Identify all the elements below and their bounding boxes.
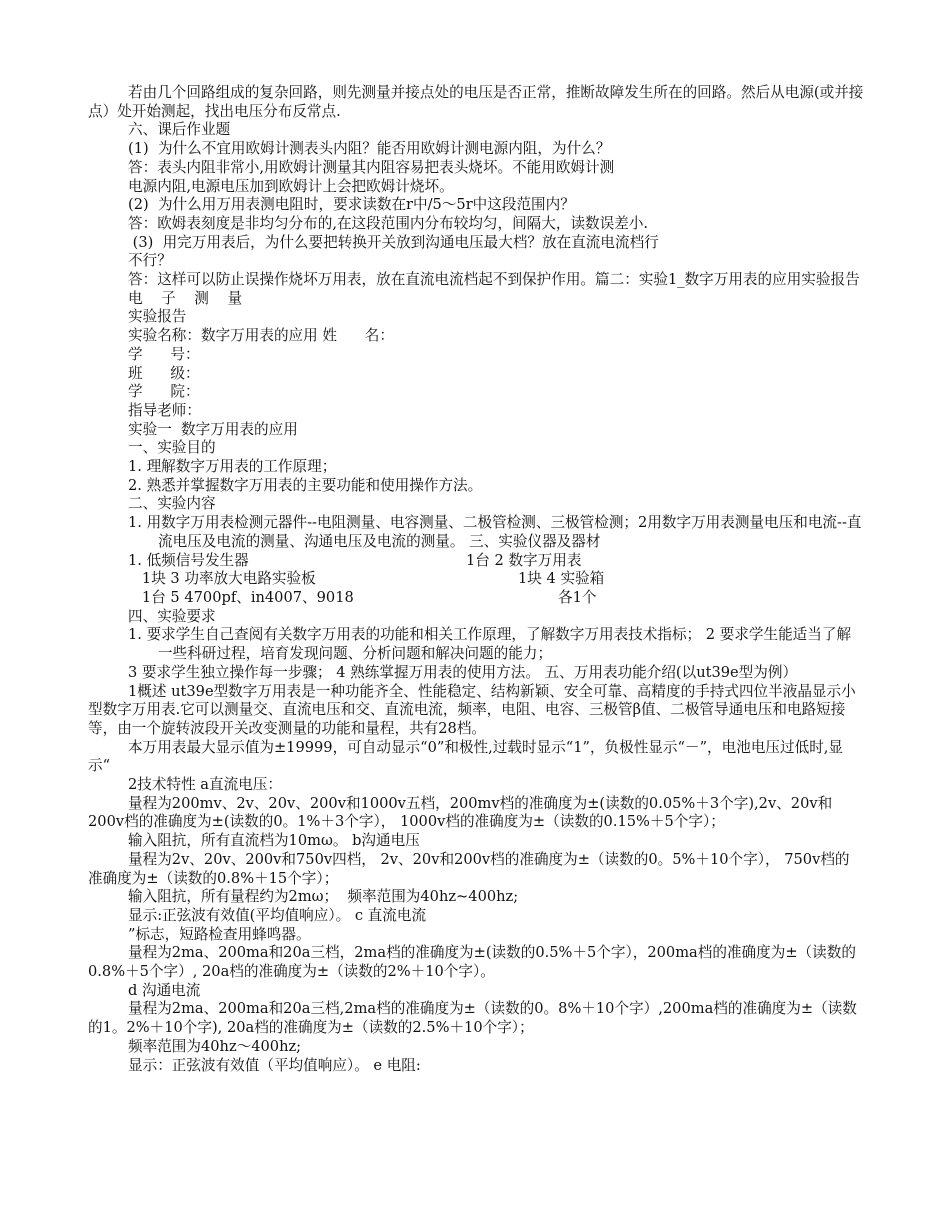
text-line: 频率范围为40hz～400hz; [128,1037,302,1055]
text-line: 电 子 测 量 [128,289,243,307]
text-line: 学 院： [128,383,200,401]
equipment-quantity: 各1个 [558,588,597,606]
text-line [88,552,864,571]
equipment-quantity: 1台 2 数字万用表 [466,551,582,569]
text-line: 电源内阻,电源电压加到欧姆计上会把欧姆计烧坏。 [128,177,454,195]
text-line: 量程为2v、20v、200v和750v四档， 2v、20v和200v档的准确度为±（读数的0。5%＋10个字）， 750v档的准确度为±（读数的0.8%＋15个字）； [88,850,850,887]
text-line: 量程为200mv、2v、20v、200v和1000v五档，200mv档的准确度为±(读数的0.05%＋3个字),2v、20v和200v档的准确度为±(读数的0。1%＋3个字）， 1000v档的准确度为±（读数的0.15%＋5个字）； [88,794,833,831]
text-line: 3 要求学生独立操作每一步骤； 4 熟练掌握万用表的使用方法。 五、万用表功能介绍(以ut39e型为例） [128,663,798,681]
equipment-item: 1台 5 4700pf、in4007、9018 [128,588,354,606]
text-line: 1. 理解数字万用表的工作原理； [128,458,337,476]
text-line: (1) 为什么不宜用欧姆计测表头内阻？能否用欧姆计测电源内阻，为什么？ [128,140,611,158]
text-line: 显示:正弦波有效值(平均值响应）。 c 直流电流 [128,906,427,924]
equipment-quantity: 1块 4 实验箱 [518,570,605,588]
text-line: 实验一 数字万用表的应用 [128,420,298,438]
text-line [88,589,864,608]
text-line: 四、实验要求 [128,607,216,625]
text-line: 学 号： [128,345,200,363]
text-line: 本万用表最大显示值为±19999，可自动显示“0”和极性,过载时显示“1”，负极性显示“－”，电池电压过低时,显示“ [88,738,844,775]
text-line [88,570,864,589]
text-line: 六、课后作业题 [128,121,231,139]
text-line: ”标志，短路检查用蜂鸣器。 [128,925,311,943]
text-line: (3) 用完万用表后，为什么要把转换开关放到沟通电压最大档？放在直流电流档行 [128,233,659,251]
text-line: 2技术特性 a直流电压： [128,776,282,794]
text-line: 显示：正弦波有效值（平均值响应）。 e 电阻: [128,1056,421,1074]
text-line: 输入阻抗，所有量程约为2mω； 频率范围为40hz~400hz; [128,888,519,906]
text-line: 实验报告 [128,308,187,326]
text-line: 量程为2ma、200ma和20a三档，2ma档的准确度为±(读数的0.5%＋5个字），200ma档的准确度为±（读数的0.8%＋5个字）, 20a档的准确度为±（读数的2%＋10个字）。 [88,944,856,981]
text-line: 输入阻抗，所有直流档为10mω。 b沟通电压 [128,832,420,850]
text-line: 量程为2ma、200ma和20a三档,2ma档的准确度为±（读数的0。8%＋10个字）,200ma档的准确度为±（读数的1。2%＋10个字), 20a档的准确度为±（读数的2.5%＋10个字）； [88,1000,857,1037]
equipment-item: 1. 低频信号发生器 [128,551,249,569]
text-line: d 沟通电流 [128,981,201,999]
text-line: 二、实验内容 [128,495,216,513]
text-line: (2) 为什么用万用表测电阻时，要求读数在r中/5～5r中这段范围内？ [128,196,575,214]
text-line: 2. 熟悉并掌握数字万用表的主要功能和使用操作方法。 [128,476,483,494]
text-line: 指导老师： [128,401,201,419]
text-line: 1概述 ut39e型数字万用表是一种功能齐全、性能稳定、结构新颖、安全可靠、高精度的手持式四位半液晶显示小型数字万用表.它可以测量交、直流电压和交、直流电流，频率，电阻、电容、三极管β值、二极管导通电压和电路短接等，由一个旋转波段开关改变测量的功能和量程，共有28档。 [88,682,856,737]
text-line: 答：这样可以防止误操作烧坏万用表，放在直流电流档起不到保护作用。篇二：实验1_数字万用表的应用实验报告 [128,271,860,289]
text-line: 1. 要求学生自己查阅有关数字万用表的功能和相关工作原理，了解数字万用表技术指标； 2 要求学生能适当了解一些科研过程，培育发现问题、分析问题和解决问题的能力； [128,626,852,663]
document-page [88,84,864,1075]
text-line: 班 级： [128,364,200,382]
text-line: 一、实验目的 [128,439,216,457]
text-line: 1. 用数字万用表检测元器件--电阻测量、电容测量、二极管检测、三极管检测；2用数字万用表测量电压和电流--直流电压及电流的测量、沟通电压及电流的测量。 三、实验仪器及器材 [128,514,862,550]
equipment-item: 1块 3 功率放大电路实验板 [128,570,316,588]
text-line: 若由几个回路组成的复杂回路，则先测量并接点处的电压是否正常，推断故障发生所在的回路。然后从电源(或并接点）处开始测起，找出电压分布反常点. [88,84,864,120]
text-line: 实验名称：数字万用表的应用 姓 名： [128,327,394,345]
text-line: 不行？ [128,252,172,270]
text-line: 答：表头内阻非常小,用欧姆计测量其内阻容易把表头烧坏。不能用欧姆计测 [128,158,615,176]
text-line: 答：欧姆表刻度是非均匀分布的,在这段范围内分布较均匀，间隔大，读数误差小. [128,214,649,232]
